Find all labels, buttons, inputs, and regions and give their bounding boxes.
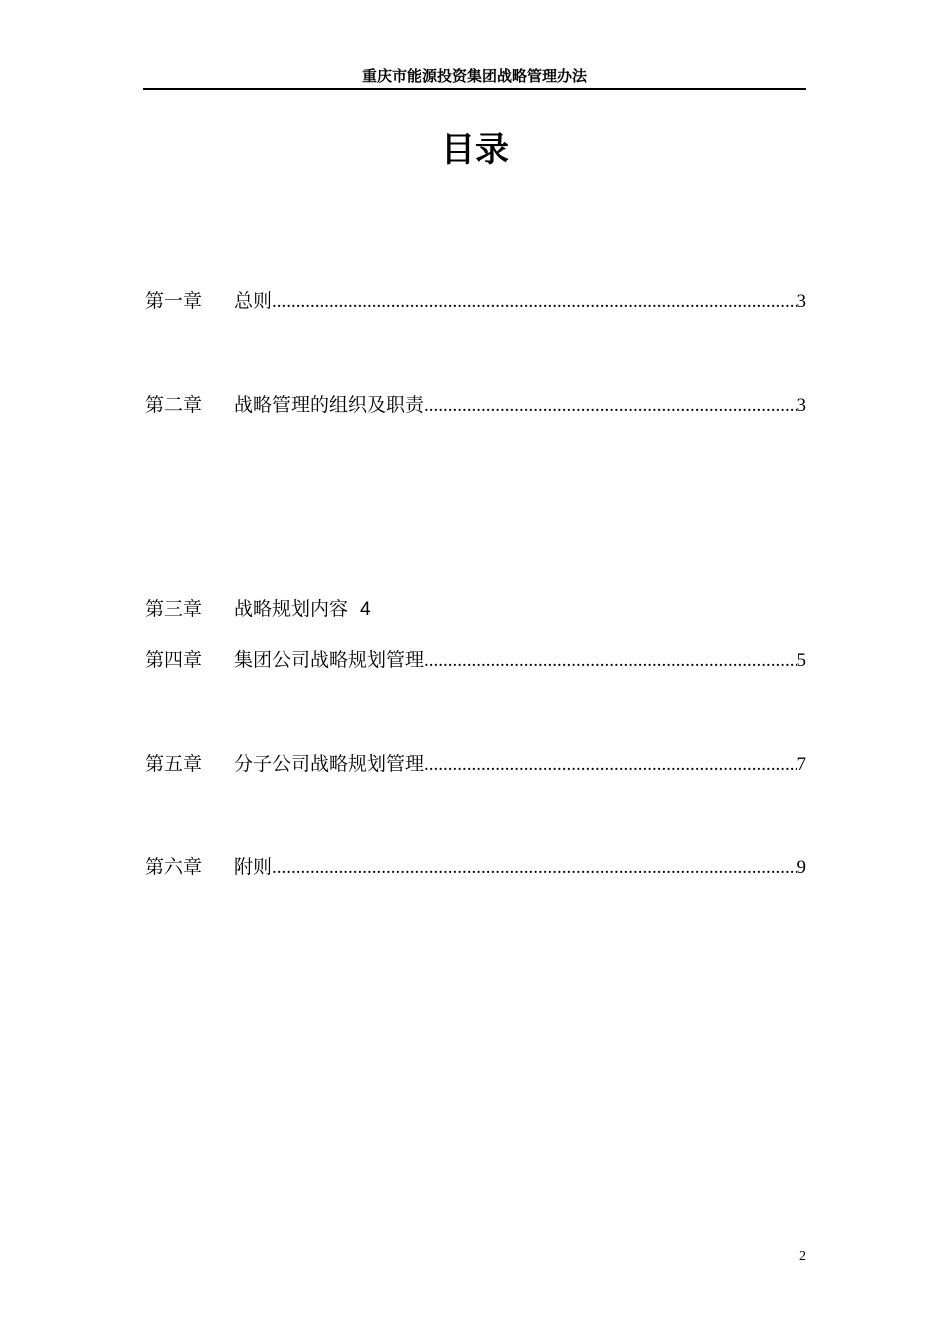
toc-entry-chapter-2[interactable] xyxy=(145,391,806,419)
toc-dot-leader xyxy=(424,751,796,779)
toc-chapter-title: 分子公司战略规划管理 xyxy=(234,753,425,775)
toc-page-number: 3 xyxy=(796,395,806,416)
toc-chapter-title: 集团公司战略规划管理 xyxy=(234,649,425,671)
toc-chapter-title: 战略管理的组织及职责 xyxy=(234,394,425,416)
toc-entry-chapter-4[interactable] xyxy=(145,646,806,674)
toc-chapter-number: 第三章 xyxy=(145,598,203,620)
toc-chapter-number: 第二章 xyxy=(145,394,203,416)
toc-chapter-number: 第六章 xyxy=(145,856,203,878)
toc-dot-leader xyxy=(424,647,796,675)
toc-chapter-title: 附则 xyxy=(234,856,273,878)
toc-page-number: 5 xyxy=(796,650,806,671)
toc-chapter-number: 第五章 xyxy=(145,753,203,775)
toc-chapter-title: 总则 xyxy=(234,290,273,312)
toc-entry-chapter-6[interactable] xyxy=(145,853,806,881)
toc-page-number: 3 xyxy=(796,291,806,312)
toc-chapter-number: 第一章 xyxy=(145,290,203,312)
toc-dot-leader xyxy=(272,288,796,316)
toc-chapter-title: 战略规划内容 xyxy=(234,598,349,620)
footer-page-number: 2 xyxy=(799,1249,806,1264)
page-header xyxy=(143,66,806,90)
document-title: 目录 xyxy=(441,130,509,170)
toc-page-number: 7 xyxy=(796,754,806,775)
toc-entry-chapter-5[interactable] xyxy=(145,750,806,778)
toc-page-number: 4 xyxy=(360,599,371,620)
toc-entry-chapter-1[interactable] xyxy=(145,287,806,315)
toc-entry-chapter-3[interactable] xyxy=(145,595,806,623)
header-title: 重庆市能源投资集团战略管理办法 xyxy=(361,67,587,85)
toc-dot-leader xyxy=(424,392,796,420)
toc-page-number: 9 xyxy=(796,857,806,878)
toc-dot-leader xyxy=(272,854,796,882)
toc-chapter-number: 第四章 xyxy=(145,649,203,671)
